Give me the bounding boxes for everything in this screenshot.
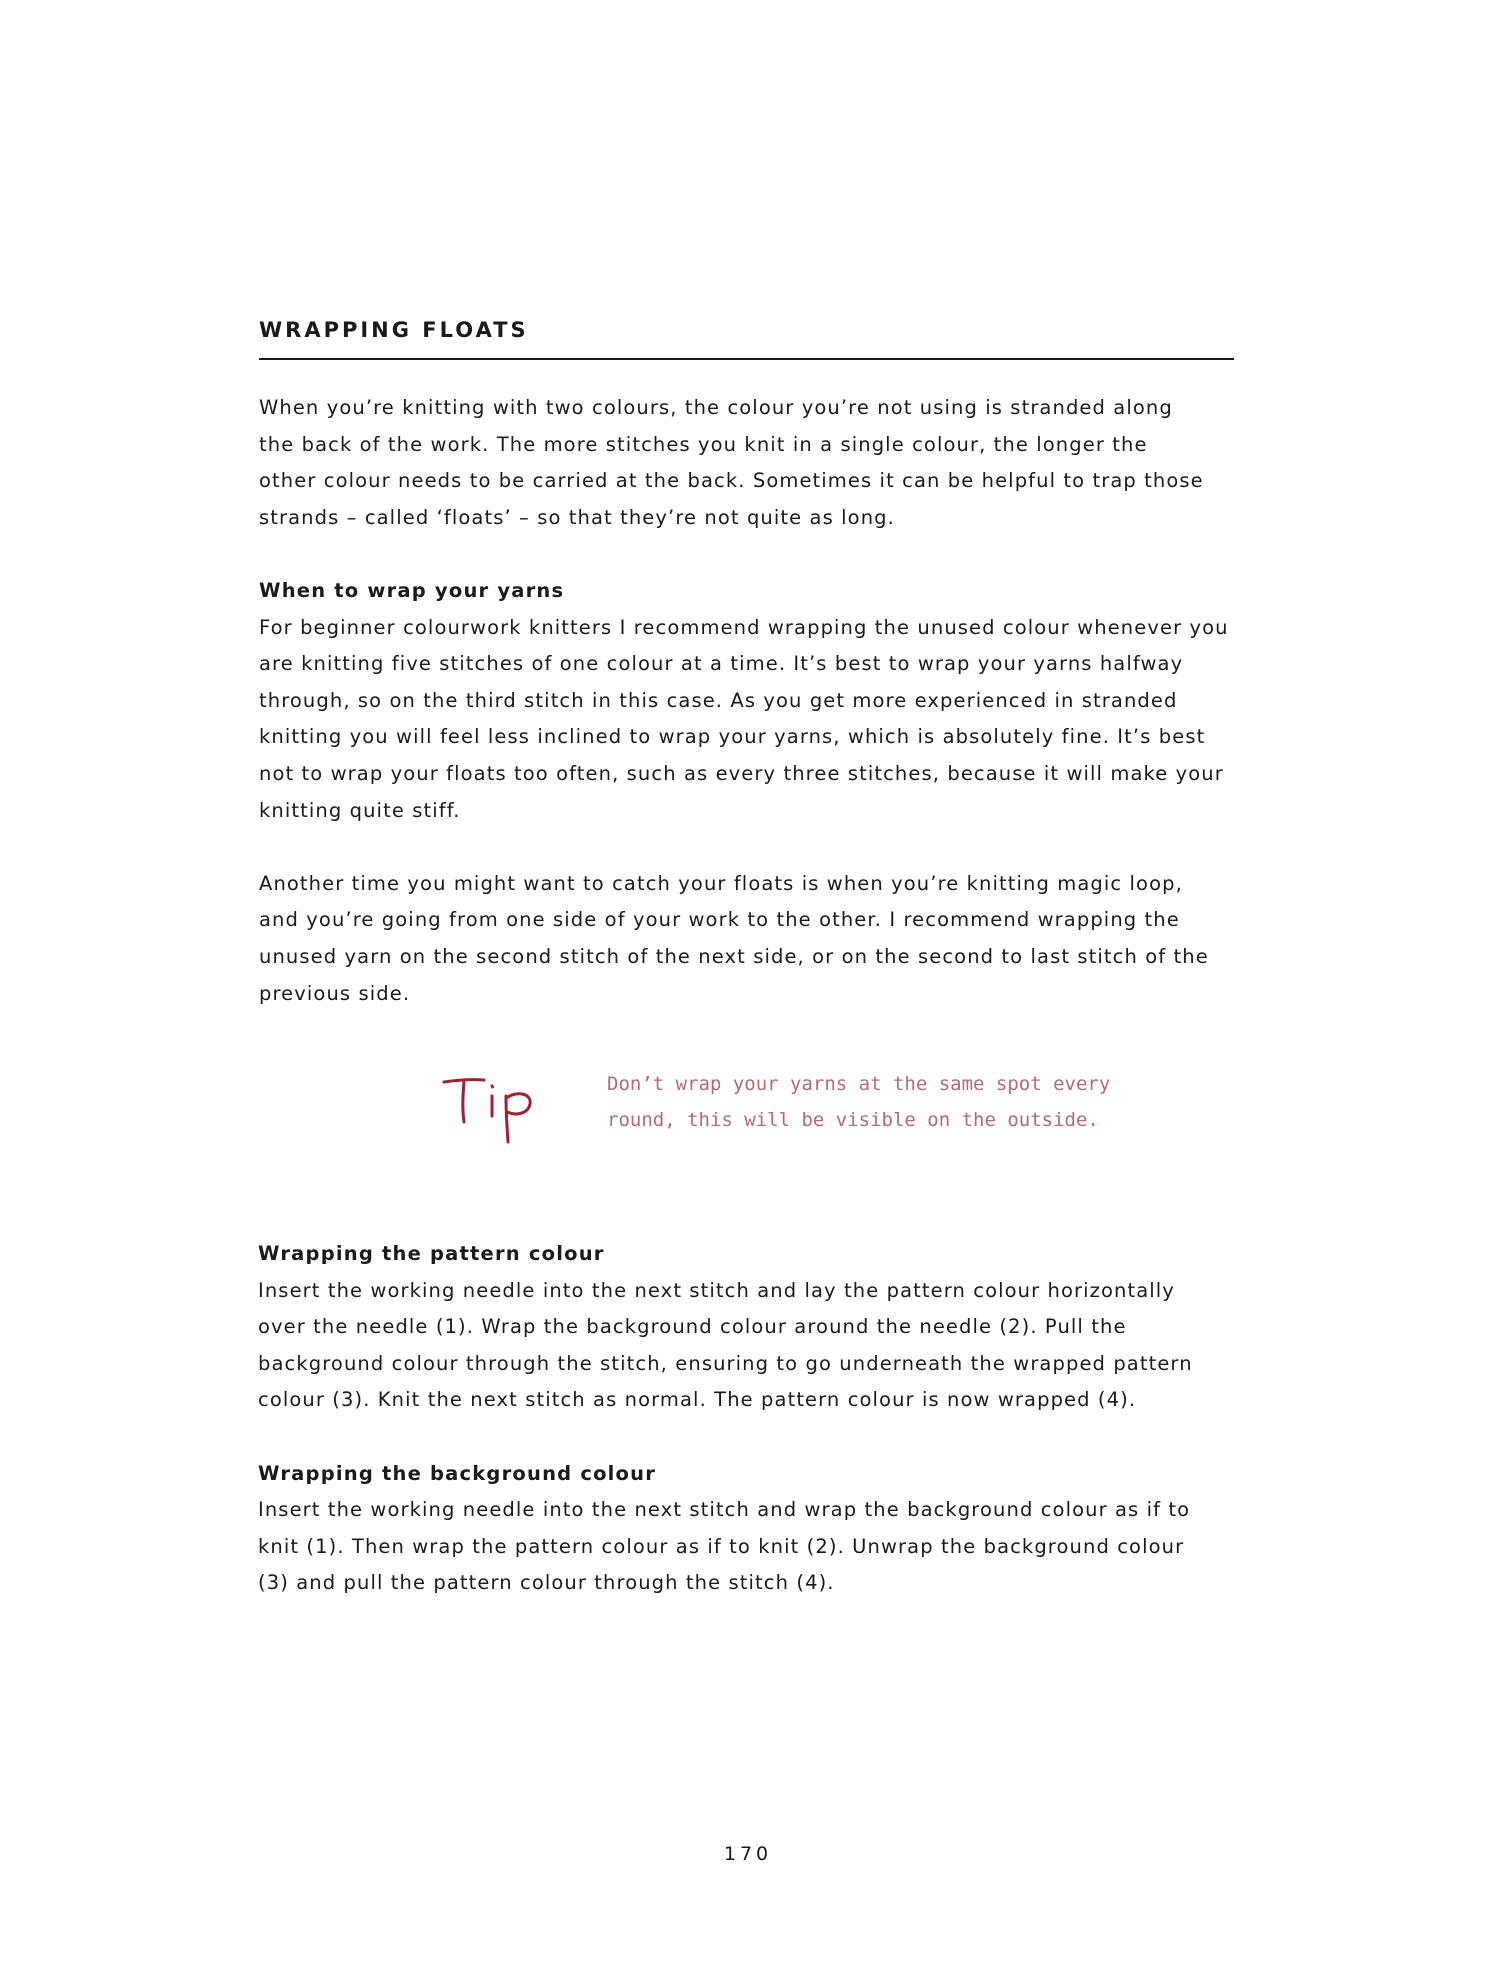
intro-line: other colour needs to be carried at the back. Sometimes it can be helpful to trap those [259, 469, 1204, 493]
tip-line: round, this will be visible on the outside. [607, 1109, 1099, 1131]
spacer [259, 536, 1239, 573]
body-line: are knitting five stitches of one colour at a time. It’s best to wrap your yarns halfway [259, 652, 1184, 676]
pattern-colour-heading: Wrapping the pattern colour [258, 1242, 605, 1265]
spacer [258, 1419, 1248, 1456]
when-to-wrap-heading: When to wrap your yarns [259, 578, 565, 602]
background-colour-heading: Wrapping the background colour [258, 1461, 657, 1485]
pattern-colour-paragraph [258, 1273, 1248, 1419]
page-number: 170 [723, 1843, 773, 1865]
intro-line: strands – called ‘floats’ – so that they’re not quite as long. [259, 505, 895, 529]
tip-text [607, 1066, 1207, 1138]
spacer [259, 829, 1239, 866]
background-colour-paragraph [258, 1492, 1248, 1602]
body-line: knitting you will feel less inclined to wrap your yarns, which is absolutely fine. It’s best [259, 725, 1206, 749]
title-divider [259, 358, 1234, 360]
intro-line: When you’re knitting with two colours, the colour you’re not using is stranded along [259, 396, 1173, 419]
lower-content [258, 1236, 1248, 1602]
magic-loop-paragraph [259, 866, 1239, 1012]
body-line: Insert the working needle into the next stitch and lay the pattern colour horizontally [258, 1278, 1175, 1302]
body-line: background colour through the stitch, ensuring to go underneath the wrapped pattern [258, 1351, 1193, 1375]
body-line: knit (1). Then wrap the pattern colour as if to knit (2). Unwrap the background colour [258, 1534, 1185, 1558]
section-title: WRAPPING FLOATS [259, 318, 529, 342]
body-line: previous side. [259, 981, 411, 1005]
body-line: unused yarn on the second stitch of the next side, or on the second to last stitch of the [259, 944, 1209, 968]
body-line: through, so on the third stitch in this case. As you get more experienced in stranded [259, 688, 1178, 712]
body-line: Another time you might want to catch your floats is when you’re knitting magic loop, [259, 871, 1183, 895]
body-line: and you’re going from one side of your work to the other. I recommend wrapping the [259, 908, 1180, 932]
intro-line: the back of the work. The more stitches you knit in a single colour, the longer the [259, 432, 1148, 456]
upper-content [259, 314, 1239, 1012]
body-line: (3) and pull the pattern colour through the stitch (4). [258, 1571, 835, 1595]
tip-line: Don’t wrap your yarns at the same spot every [607, 1073, 1111, 1095]
body-line: knitting quite stiff. [259, 798, 461, 822]
body-line: For beginner colourwork knitters I recommend wrapping the unused colour whenever you [259, 615, 1229, 639]
intro-paragraph [259, 390, 1239, 536]
body-line: Insert the working needle into the next stitch and wrap the background colour as if to [258, 1498, 1191, 1522]
body-line: colour (3). Knit the next stitch as normal. The pattern colour is now wrapped (4). [258, 1388, 1137, 1412]
body-line: not to wrap your floats too often, such as every three stitches, because it will make your [259, 761, 1224, 785]
body-line: over the needle (1). Wrap the background colour around the needle (2). Pull the [258, 1315, 1127, 1339]
when-to-wrap-paragraph [259, 610, 1239, 830]
tip-callout [440, 1058, 1200, 1148]
tip-handwritten-label [440, 1072, 540, 1146]
